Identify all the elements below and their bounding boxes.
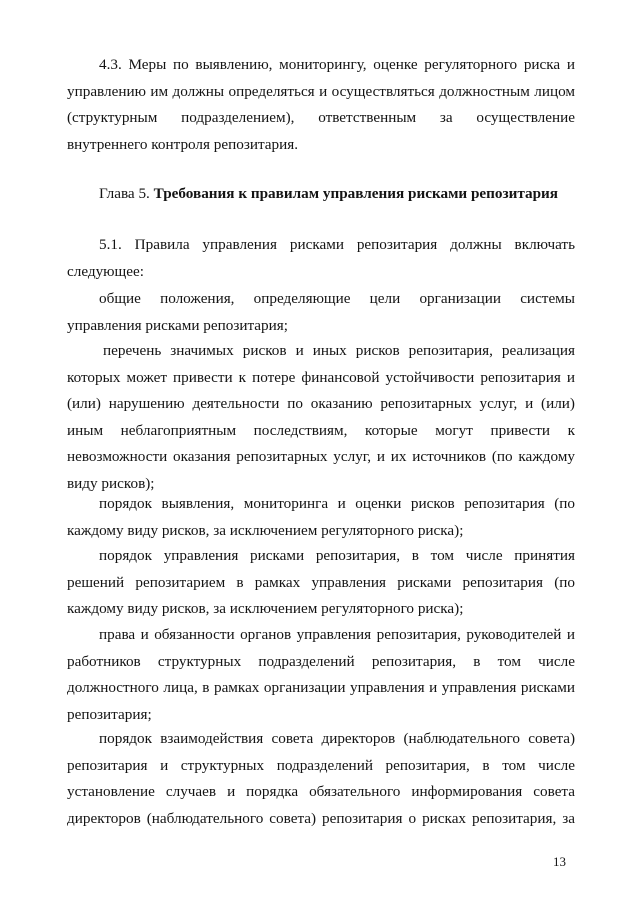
text-line: решений репозитарием в рамках управления рисками репозитария (по [67, 573, 575, 591]
text-line: 4.3. Меры по выявлению, мониторингу, оценке регуляторного риска и [99, 56, 575, 73]
text-line: перечень значимых рисков и иных рисков репозитария, реализация [103, 342, 575, 359]
text-line: общие положения, определяющие цели организации системы [99, 290, 575, 307]
text-line: должностного лица, в рамках организации управления и управления рисками [67, 679, 575, 697]
text-line: порядок выявления, мониторинга и оценки рисков репозитария (по [99, 495, 575, 512]
text-line: управлению им должны определяться и осуществляться должностным лицом [67, 82, 575, 100]
chapter-heading [99, 181, 558, 207]
text-line: 5.1. Правила управления рисками репозитария должны включать [99, 236, 575, 253]
chapter-label: Глава 5. [99, 185, 150, 202]
chapter-title: Требования к правилам управления рисками репозитария [153, 185, 559, 202]
list-item-risk-identification [67, 491, 575, 544]
page-number: 13 [553, 854, 566, 869]
text-line: (структурным подразделением), ответственным за осуществление [67, 109, 575, 127]
text-line: права и обязанности органов управления репозитария, руководителей и [99, 626, 575, 643]
text-line: директоров (наблюдательного совета) репозитария о рисках репозитария, за [67, 809, 575, 827]
text-line: каждому виду рисков, за исключением регуляторного риска); [67, 521, 464, 539]
list-item-risk-list [67, 338, 575, 498]
paragraph-4-3 [67, 52, 575, 158]
text-line: порядок управления рисками репозитария, в том числе принятия [99, 547, 575, 564]
text-line: установление случаев и порядка обязательного информирования совета [67, 783, 575, 801]
text-line: которых может привести к потере финансовой устойчивости репозитария и [67, 368, 575, 386]
text-line: внутреннего контроля репозитария. [67, 135, 299, 153]
text-line: иным неблагоприятным последствиям, которые могут привести к [67, 421, 575, 439]
list-item-board-interaction [67, 726, 575, 832]
text-line: репозитария; [67, 705, 152, 723]
list-item-general-provisions [67, 286, 575, 339]
text-line: (или) нарушению деятельности по оказанию репозитарных услуг, и (или) [67, 395, 575, 413]
text-line: управления рисками репозитария; [67, 316, 288, 334]
text-line: следующее: [67, 262, 144, 280]
text-line: работников структурных подразделений репозитария, в том числе [67, 652, 575, 670]
text-line: репозитария и структурных подразделений репозитария, в том числе [67, 756, 575, 774]
text-line: невозможности оказания репозитарных услуг, и их источников (по каждому [67, 448, 575, 466]
text-line: порядок взаимодействия совета директоров (наблюдательного совета) [99, 730, 575, 747]
list-item-rights-obligations [67, 622, 575, 728]
paragraph-5-1 [67, 232, 575, 285]
text-line: виду рисков); [67, 474, 155, 492]
list-item-risk-management [67, 543, 575, 623]
text-line: каждому виду рисков, за исключением регуляторного риска); [67, 600, 464, 618]
